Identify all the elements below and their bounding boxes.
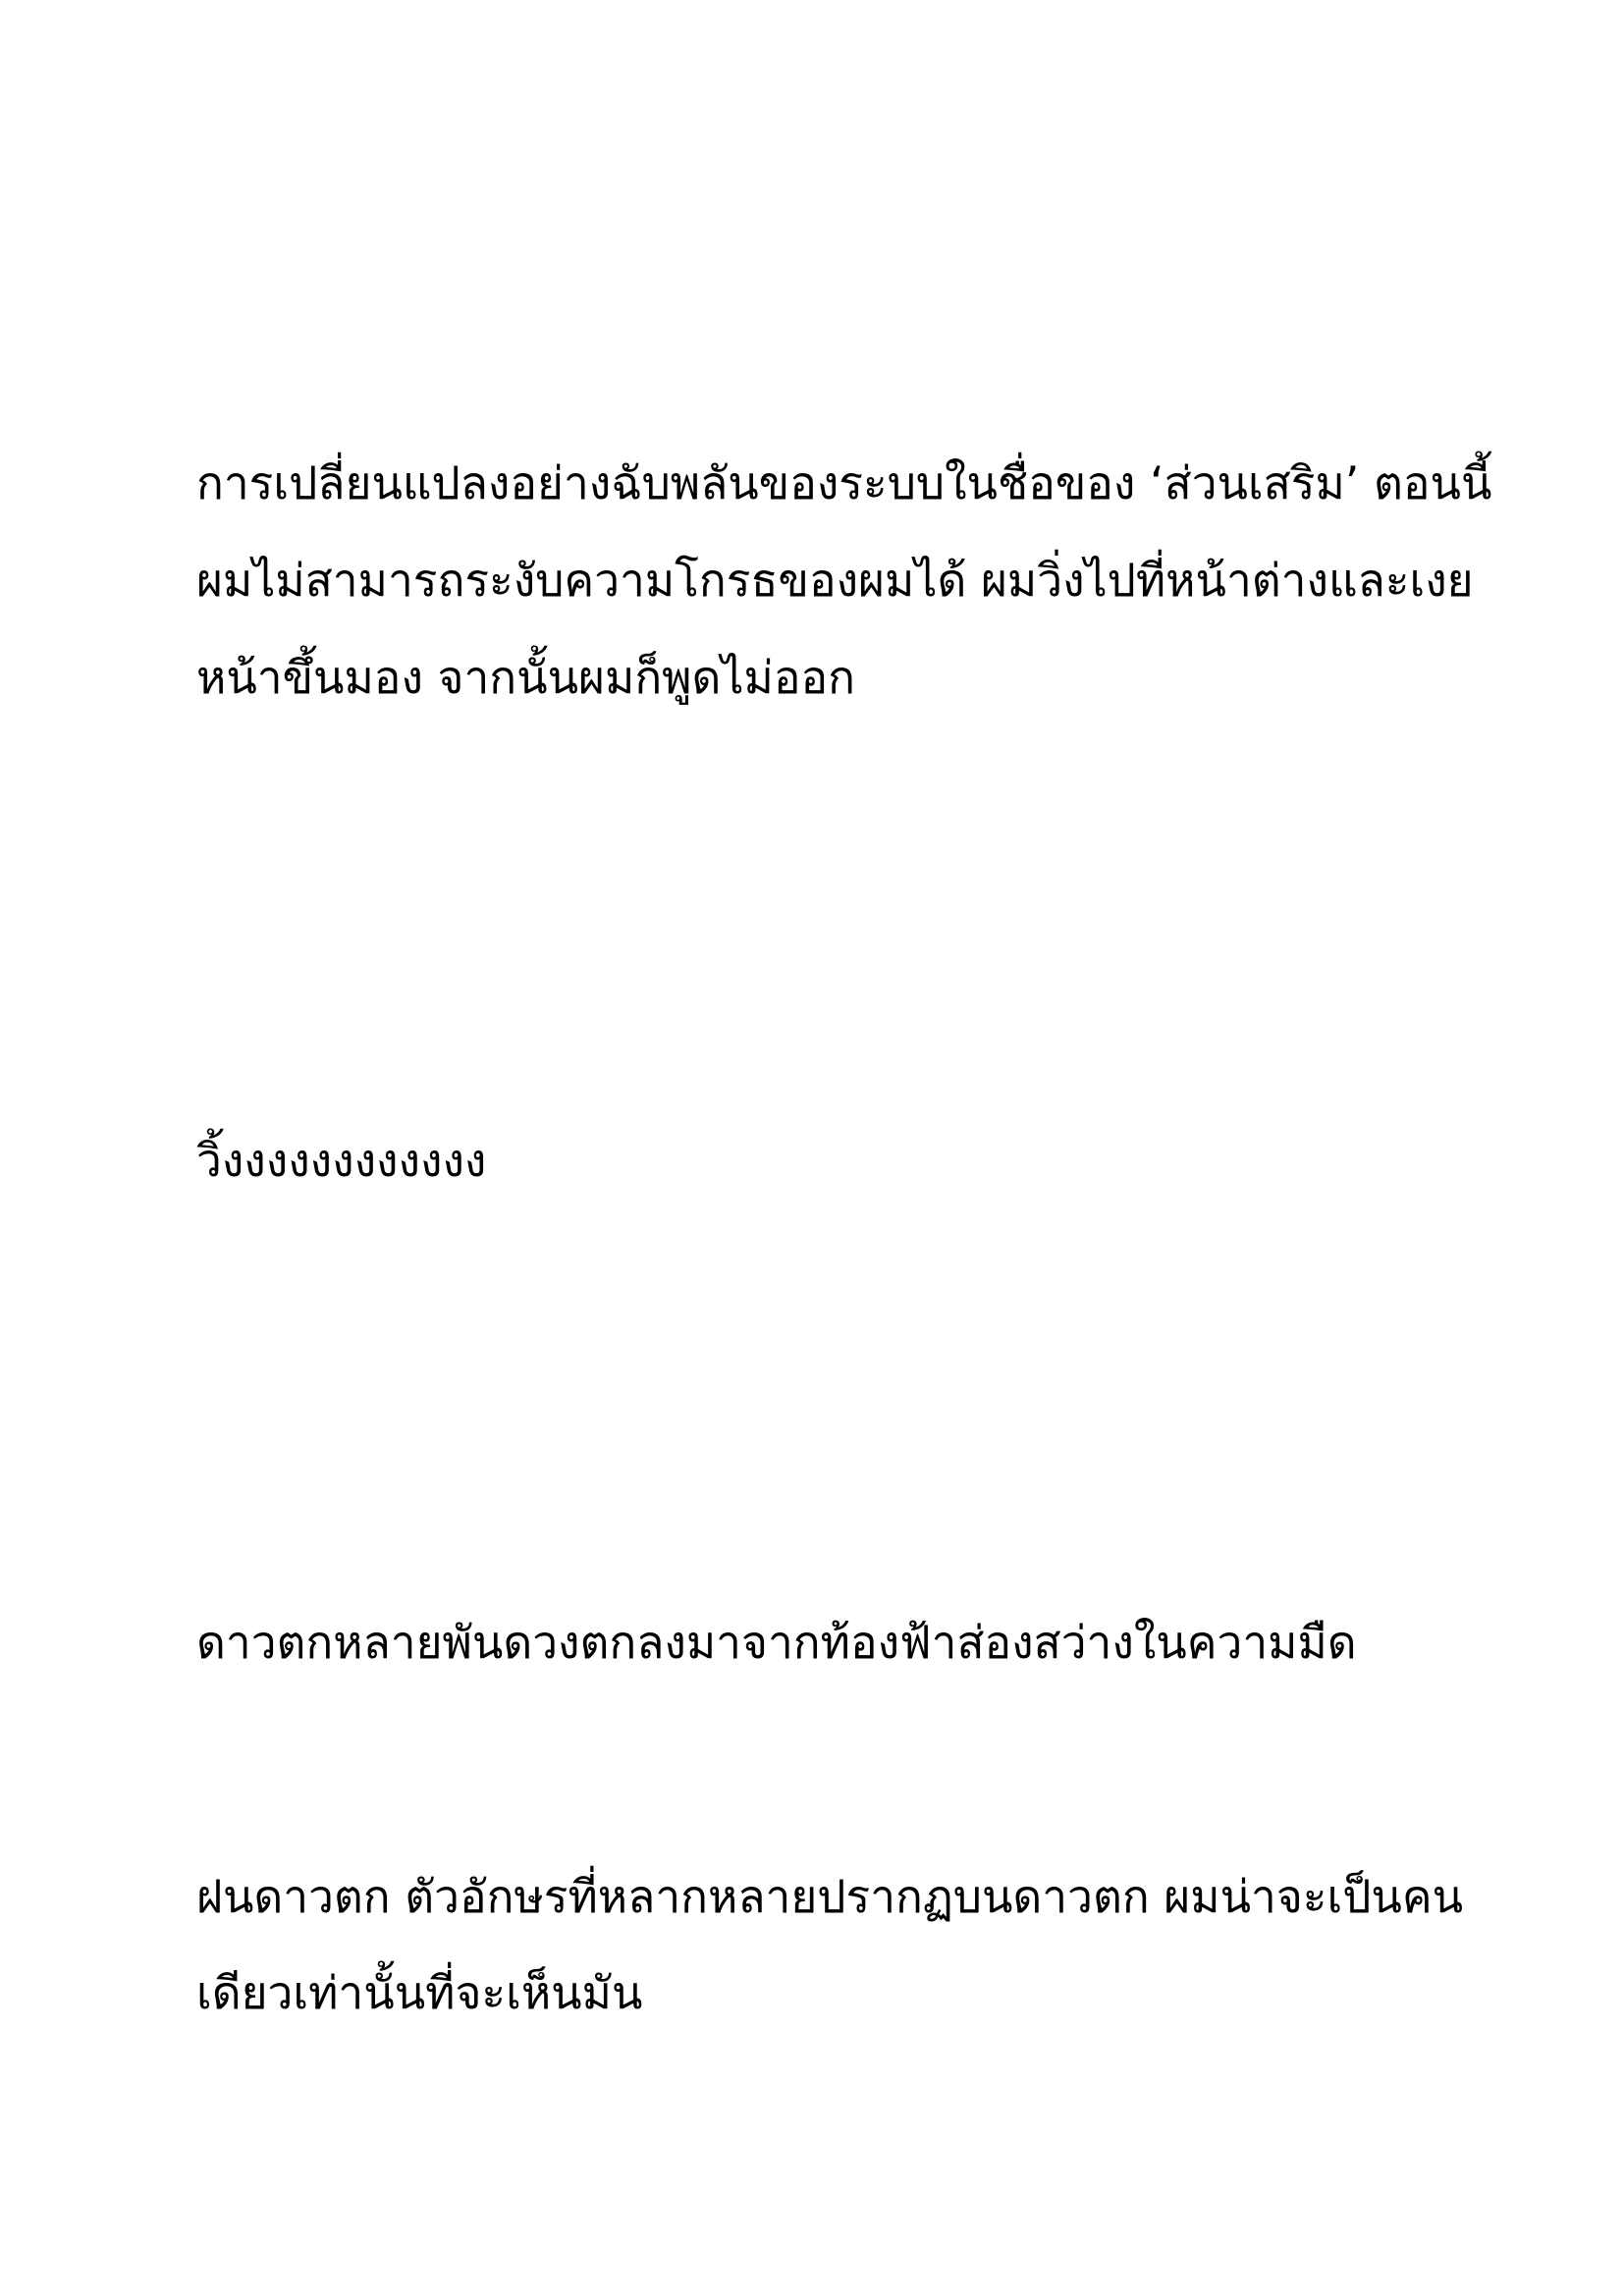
text-line: การเปลี่ยนแปลงอย่างฉับพลันของระบบในชื่อของ ‘ส่วนเสริม’ ตอนนี้ [196,456,1492,509]
text-line: ดาวตกหลายพันดวงตกลงมาจากท้องฟ้าส่องสว่างในความมืด [196,1616,1357,1669]
text-line: ฝนดาวตก ตัวอักษรที่หลากหลายปรากฏบนดาวตก ผมน่าจะเป็นคน [196,1870,1464,1923]
text-line: ผมไม่สามารถระงับความโกรธของผมได้ ผมวิ่งไปที่หน้าต่างและเงย [196,554,1474,607]
text-line: หน้าขึ้นมอง จากนั้นผมก็พูดไม่ออก [196,651,855,704]
text-line: เดียวเท่านั้นที่จะเห็นมัน [196,1966,643,2019]
text-line: วิ้งงงงงงงงงงงง [196,1134,487,1187]
